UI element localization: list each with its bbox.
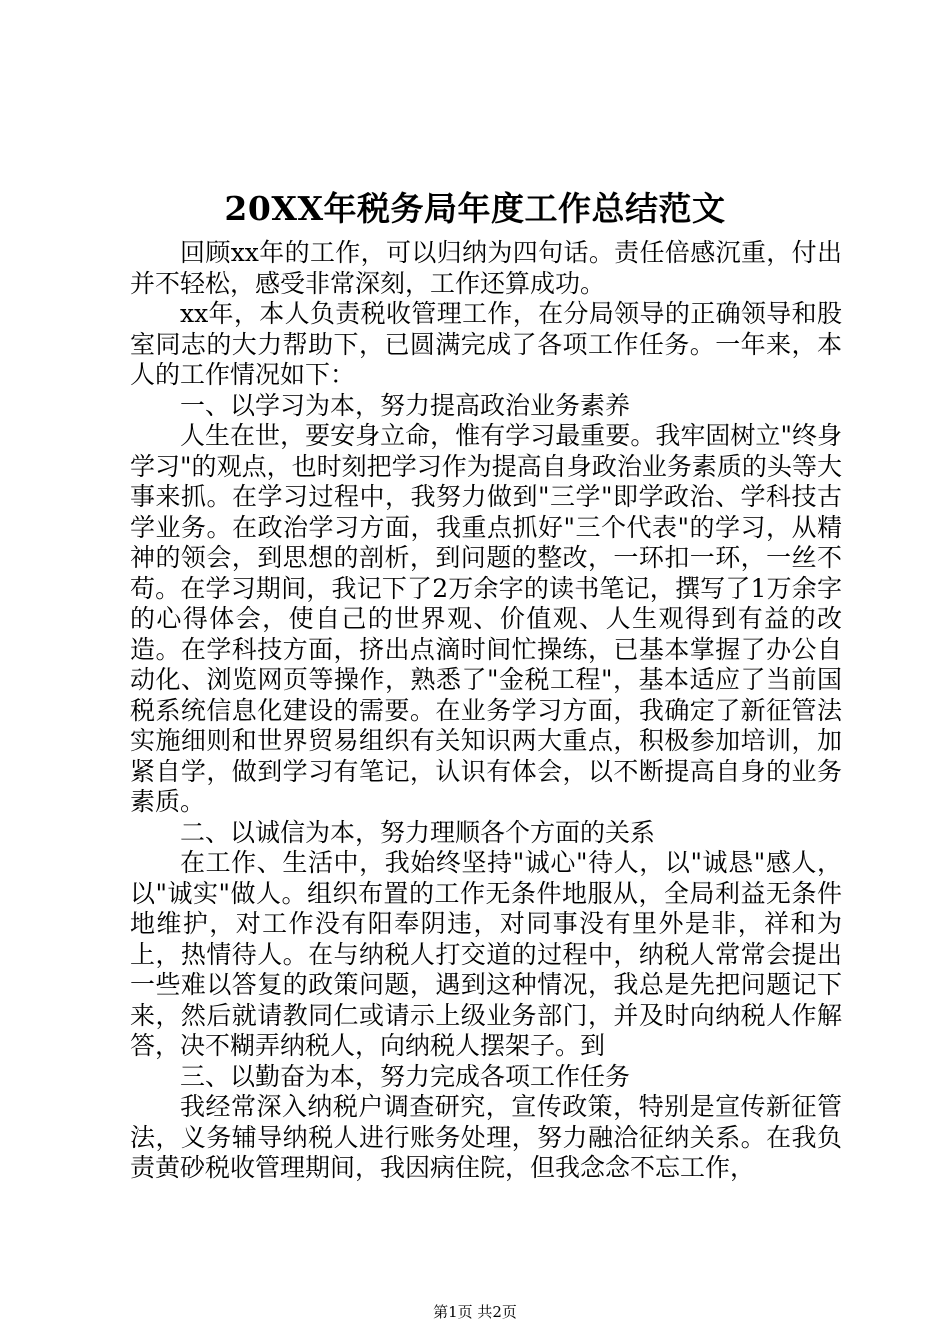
paragraph-overview: xx年，本人负责税收管理工作，在分局领导的正确领导和股室同志的大力帮助下，已圆满完成了各项工作任务。一年来，本人的工作情况如下： bbox=[130, 299, 842, 389]
paragraph-section-1: 人生在世，要安身立命，惟有学习最重要。我牢固树立"终身学习"的观点，也时刻把学习作为提高自身政治业务素质的头等大事来抓。在学习过程中，我努力做到"三学"即学政治、学科技古学业务。在政治学习方面，我重点抓好"三个代表"的学习，从精神的领会，到思想的剖析，到问题的整改，一环扣一环，一丝不苟。在学习期间，我记下了2万余字的读书笔记，撰写了1万余字的心得体会，使自己的世界观、价值观、人生观得到有益的改造。在学科技方面，挤出点滴时间忙操练，已基本掌握了办公自动化、浏览网页等操作，熟悉了"金税工程"，基本适应了当前国税系统信息化建设的需要。在业务学习方面，我确定了新征管法实施细则和世界贸易组织有关知识两大重点，积极参加培训，加紧自学，做到学习有笔记，认识有体会，以不断提高自身的业务素质。 bbox=[130, 421, 842, 816]
section-heading-3: 三、以勤奋为本，努力完成各项工作任务 bbox=[180, 1061, 631, 1091]
page-number-footer: 第1页 共2页 bbox=[433, 1303, 517, 1321]
document-body bbox=[130, 238, 842, 1184]
paragraph-intro: 回顾xx年的工作，可以归纳为四句话。责任倍感沉重，付出并不轻松，感受非常深刻，工作还算成功。 bbox=[130, 238, 842, 298]
section-heading-2: 二、以诚信为本，努力理顺各个方面的关系 bbox=[180, 817, 656, 847]
paragraph-section-3: 我经常深入纳税户调查研究，宣传政策，特别是宣传新征管法，义务辅导纳税人进行账务处理，努力融洽征纳关系。在我负责黄砂税收管理期间，我因病住院，但我念念不忘工作， bbox=[130, 1092, 842, 1182]
section-heading-1: 一、以学习为本，努力提高政治业务素养 bbox=[180, 390, 631, 420]
paragraph-section-2: 在工作、生活中，我始终坚持"诚心"待人，以"诚恳"感人，以"诚实"做人。组织布置的工作无条件地服从，全局利益无条件地维护，对工作没有阳奉阴违，对同事没有里外是非，祥和为上，热情待人。在与纳税人打交道的过程中，纳税人常常会提出一些难以答复的政策问题，遇到这种情况，我总是先把问题记下来，然后就请教同仁或请示上级业务部门，并及时向纳税人作解答，决不糊弄纳税人，向纳税人摆架子。到 bbox=[130, 848, 842, 1060]
document-title: 20XX年税务局年度工作总结范文 bbox=[224, 189, 726, 228]
